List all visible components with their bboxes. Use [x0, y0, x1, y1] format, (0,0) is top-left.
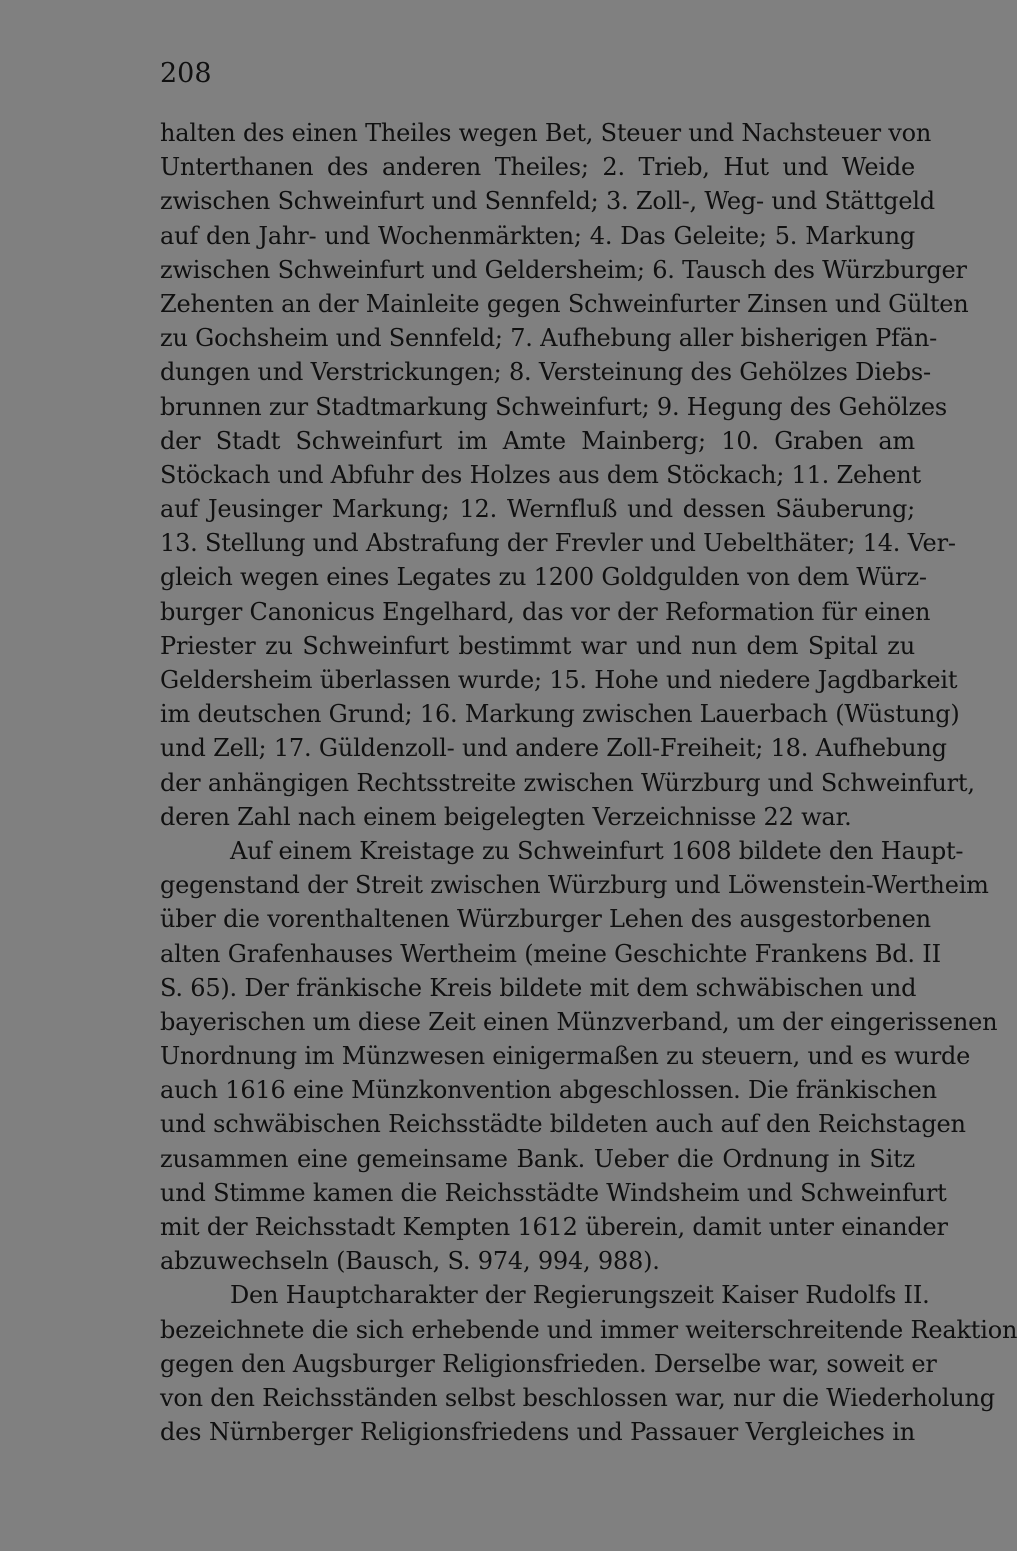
text-line: 13. Stellung und Abstrafung der Frevler und Uebelthäter; 14. Ver- — [160, 529, 956, 558]
text-line: und schwäbischen Reichsstädte bildeten auch auf den Reichstagen — [160, 1110, 966, 1139]
text-line: Auf einem Kreistage zu Schweinfurt 1608 bildete den Haupt- — [230, 836, 964, 865]
text-line: auch 1616 eine Münzkonvention abgeschlossen. Die fränkischen — [160, 1076, 937, 1105]
text-line: und Stimme kamen die Reichsstädte Windsheim und Schweinfurt — [160, 1178, 947, 1207]
text-line: Unordnung im Münzwesen einigermaßen zu steuern, und es wurde — [160, 1042, 971, 1071]
text-line: bezeichnete die sich erhebende und immer weiterschreitende Reaktion — [160, 1315, 1017, 1344]
text-line: abzuwechseln (Bausch, S. 974, 994, 988). — [160, 1247, 660, 1276]
text-line: S. 65). Der fränkische Kreis bildete mit dem schwäbischen und — [160, 973, 917, 1002]
text-line: auf den Jahr- und Wochenmärkten; 4. Das Geleite; 5. Markung — [160, 221, 915, 250]
text-line: bayerischen um diese Zeit einen Münzverband, um der eingerissenen — [160, 1007, 998, 1036]
body-text — [160, 116, 1017, 1449]
text-line: zu Gochsheim und Sennfeld; 7. Aufhebung aller bisherigen Pfän- — [160, 324, 938, 353]
text-line: im deutschen Grund; 16. Markung zwischen Lauerbach (Wüstung) — [160, 700, 960, 729]
text-line: Unterthanen des anderen Theiles; 2. Trieb, Hut und Weide — [160, 153, 915, 182]
text-line: Geldersheim überlassen wurde; 15. Hohe und niedere Jagdbarkeit — [160, 666, 958, 694]
text-line: auf Jeusinger Markung; 12. Wernfluß und dessen Säuberung; — [160, 495, 915, 524]
text-line: von den Reichsständen selbst beschlossen war, nur die Wiederholung — [160, 1383, 995, 1412]
text-line: Zehenten an der Mainleite gegen Schweinfurter Zinsen und Gülten — [160, 289, 969, 318]
text-line: brunnen zur Stadtmarkung Schweinfurt; 9. Hegung des Gehölzes — [160, 392, 948, 421]
text-line: zusammen eine gemeinsame Bank. Ueber die Ordnung in Sitz — [160, 1144, 915, 1173]
text-line: Stöckach und Abfuhr des Holzes aus dem Stöckach; 11. Zehent — [160, 460, 921, 489]
text-line: dungen und Verstrickungen; 8. Versteinung des Gehölzes Diebs- — [160, 358, 931, 387]
text-line: deren Zahl nach einem beigelegten Verzeichnisse 22 war. — [160, 802, 852, 831]
text-line: gegen den Augsburger Religionsfrieden. Derselbe war, soweit er — [160, 1349, 937, 1378]
text-line: mit der Reichsstadt Kempten 1612 überein, damit unter einander — [160, 1213, 948, 1241]
text-line: der anhängigen Rechtsstreite zwischen Würzburg und Schweinfurt, — [160, 768, 975, 797]
text-line: gleich wegen eines Legates zu 1200 Goldgulden von dem Würz- — [160, 563, 927, 592]
text-line: der Stadt Schweinfurt im Amte Mainberg; 10. Graben am — [160, 426, 915, 455]
text-line: Den Hauptcharakter der Regierungszeit Kaiser Rudolfs II. — [230, 1281, 930, 1310]
text-line: alten Grafenhauses Wertheim (meine Geschichte Frankens Bd. II — [160, 939, 941, 968]
text-line: gegenstand der Streit zwischen Würzburg und Löwenstein-Wertheim — [160, 871, 989, 900]
text-line: über die vorenthaltenen Würzburger Lehen des ausgestorbenen — [160, 905, 931, 934]
text-line: zwischen Schweinfurt und Sennfeld; 3. Zoll-, Weg- und Stättgeld — [160, 187, 935, 216]
page-number: 208 — [160, 58, 212, 89]
text-line: und Zell; 17. Güldenzoll- und andere Zoll-Freiheit; 18. Aufhebung — [160, 734, 947, 763]
text-line: zwischen Schweinfurt und Geldersheim; 6. Tausch des Würzburger — [160, 255, 967, 284]
text-line: des Nürnberger Religionsfriedens und Passauer Vergleiches in — [160, 1418, 915, 1447]
text-line: halten des einen Theiles wegen Bet, Steuer und Nachsteuer von — [160, 119, 932, 147]
text-line: burger Canonicus Engelhard, das vor der Reformation für einen — [160, 597, 931, 626]
text-line: Priester zu Schweinfurt bestimmt war und nun dem Spital zu — [160, 631, 915, 660]
